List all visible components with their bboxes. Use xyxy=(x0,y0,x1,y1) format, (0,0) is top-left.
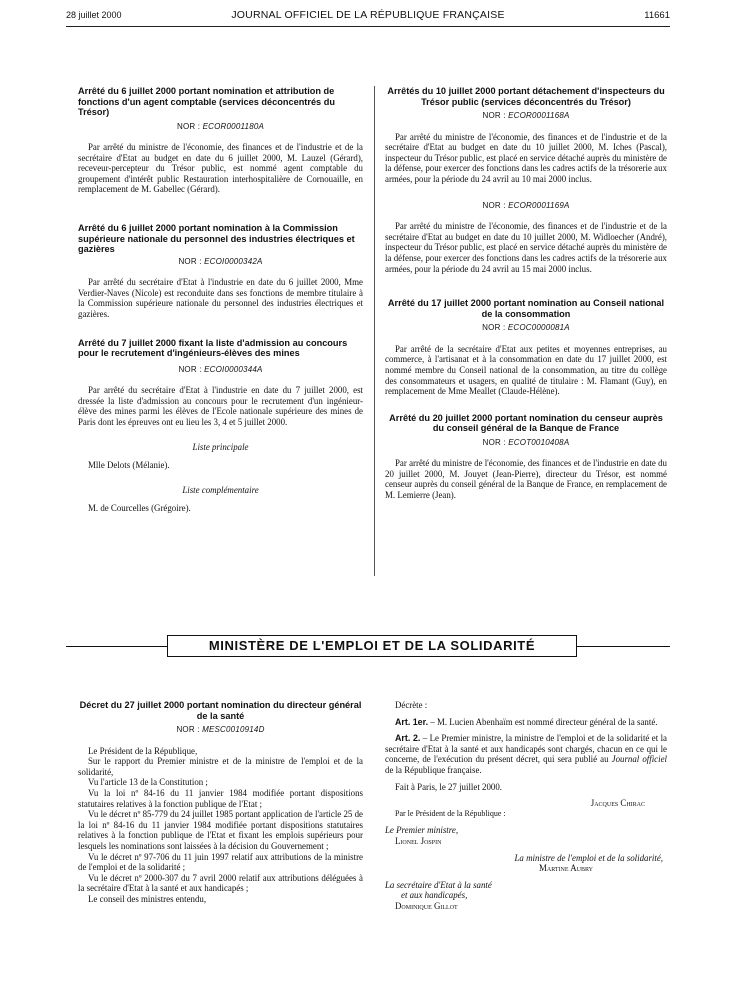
done-at: Fait à Paris, le 27 juillet 2000. xyxy=(395,781,502,792)
par-le-president: Par le Président de la République : xyxy=(395,808,506,818)
nor-line xyxy=(385,201,667,212)
nor-label: NOR : xyxy=(482,200,509,210)
nor-line xyxy=(385,323,667,334)
nor-code: MESC0010914D xyxy=(202,725,265,734)
premier-ministre-title: Le Premier ministre, xyxy=(385,825,459,836)
nor-line xyxy=(78,725,363,736)
list-main-label: Liste principale xyxy=(192,441,249,452)
arrete-title: Arrêté du 20 juillet 2000 portant nomination du censeur auprès du conseil général de la Banque de France xyxy=(389,412,663,434)
nor-code: ECOT0010408A xyxy=(508,437,570,447)
arrete-body: Par arrêté du secrétaire d'Etat à l'industrie en date du 6 juillet 2000, Mme Verdier-Naves (Nicole) est reconduite dans ses fonctions de membre titulaire à la Commission supérieure nationale du personnel des industries électriques et gazières. xyxy=(78,277,363,319)
arrete-title: Arrêté du 17 juillet 2000 portant nomination au Conseil national de la consommation xyxy=(387,298,665,319)
arrete-body: Par arrêté du secrétaire d'Etat à l'industrie en date du 7 juillet 2000, est dressée la liste d'admission au concours pour le recrutement d'un ingénieur-élève des mines parmi les élèves de l'Ecole nationale supérieure des mines de Paris dont les épreuves ont eu lieu les 3, 4 et 5 juillet 2000. xyxy=(78,385,363,427)
premier-ministre-name: Lionel Jospin xyxy=(395,835,442,846)
arrete-section xyxy=(78,338,363,514)
article-2 xyxy=(385,733,667,775)
article-1-label: Art. 1er. xyxy=(395,716,429,727)
article-1-text: – M. Lucien Abenhaïm est nommé directeur général de la santé. xyxy=(428,716,658,727)
nor-code: ECOR0001168A xyxy=(508,111,570,120)
nor-line xyxy=(78,122,363,133)
decree-line: Vu le décret nº 97-706 du 11 juin 1997 relatif aux attributions de la ministre de l'emploi et de la solidarité ; xyxy=(78,851,363,873)
secretaire-title: La secrétaire d'Etat à la santé xyxy=(385,879,492,890)
list-complementary-label: Liste complémentaire xyxy=(182,484,259,495)
decree-line: Vu la loi nº 84-16 du 11 janvier 1984 modifiée portant dispositions statutaires relatives à la fonction publique de l'Etat ; xyxy=(78,787,363,809)
banner-rule-right xyxy=(577,646,670,647)
banner-rule-left xyxy=(66,646,167,647)
article-2-label: Art. 2. xyxy=(395,733,421,744)
arrete-section xyxy=(385,86,667,274)
nor-label: NOR : xyxy=(176,121,203,131)
nor-code: ECOC0000081A xyxy=(507,323,570,333)
nor-line xyxy=(385,111,667,122)
decree-right-column xyxy=(385,700,667,912)
secretaire-name: Dominique Gillot xyxy=(395,900,458,911)
signature-president: Jacques Chirac xyxy=(590,798,645,809)
decree-line: Vu le décret nº 85-779 du 24 juillet 1985 portant application de l'article 25 de la loi nº 84-16 du 11 janvier 1984 modifiée portant dispositions statutaires relatives à la fonction publique de l'Etat et fixant les emplois supérieurs pour lesquels les nominations sont laissées à la décision du Gouvernement ; xyxy=(78,809,363,851)
arrete-body: Par arrêté du ministre de l'économie, des finances et de l'industrie et de la secrétaire d'Etat au budget en date du 10 juillet 2000, M. Iches (Pascal), inspecteur du Trésor public, est placé en service détaché auprès du ministère de la défense, pour exercer des fonctions dans les cadres actifs de la trésorerie aux armées, pour la période du 24 avril au 10 mai 2000 inclus. xyxy=(385,131,667,184)
nor-code: ECOI0000344A xyxy=(204,364,263,374)
secretaire-title-2: et aux handicapés, xyxy=(401,890,468,901)
nor-label: NOR : xyxy=(176,725,203,734)
nor-code: ECOR0001180A xyxy=(202,121,265,131)
ministry-banner: MINISTÈRE DE L'EMPLOI ET DE LA SOLIDARITÉ xyxy=(167,635,577,657)
article-1 xyxy=(385,717,667,728)
page-header xyxy=(66,6,670,27)
list-main-name: Mlle Delots (Mélanie). xyxy=(88,460,170,471)
nor-code: ECOR0001169A xyxy=(508,200,570,210)
arrete-title: Arrêté du 6 juillet 2000 portant nomination et attribution de fonctions d'un agent comptable (services déconcentrés du Trésor) xyxy=(78,86,335,117)
arrete-body: Par arrêté du ministre de l'économie, des finances et de l'industrie et de la secrétaire d'Etat au budget en date du 10 juillet 2000, M. Widloecher (André), inspecteur du Trésor public, est placé en service détaché auprès du ministère de la défense, pour exercer des fonctions dans les cadres actifs de la trésorerie aux armées, pour la période du 24 avril au 15 mai 2000 inclus. xyxy=(385,221,667,274)
arrete-title: Arrêtés du 10 juillet 2000 portant détachement d'inspecteurs du Trésor public (services déconcentrés du Trésor) xyxy=(387,86,665,107)
decree-line: Vu l'article 13 de la Constitution ; xyxy=(88,777,208,788)
nor-label: NOR : xyxy=(482,323,508,333)
nor-label: NOR : xyxy=(482,111,509,120)
left-column-top xyxy=(78,86,363,530)
nor-label: NOR : xyxy=(178,364,205,374)
journal-title: JOURNAL OFFICIEL DE LA RÉPUBLIQUE FRANÇAISE xyxy=(231,9,505,21)
arrete-section xyxy=(78,86,363,195)
page-number: 11661 xyxy=(644,10,670,21)
ministre-title: La ministre de l'emploi et de la solidarité, xyxy=(514,852,663,863)
nor-line xyxy=(78,365,363,376)
arrete-body: Par arrêté du ministre de l'économie, des finances et de l'industrie en date du 20 juillet 2000, M. Jouyet (Jean-Pierre), directeur du Trésor, est nommé censeur auprès du conseil général de la Banque de France, en remplacement de M. Lemierre (Jean). xyxy=(385,458,667,501)
article-2-text-end: de la République française. xyxy=(385,764,482,775)
decrete-line: Décrète : xyxy=(395,700,428,710)
arrete-section xyxy=(385,298,667,397)
nor-label: NOR : xyxy=(178,256,205,266)
decree-line: Le Président de la République, xyxy=(88,745,198,756)
nor-label: NOR : xyxy=(482,437,509,447)
decree-left-column xyxy=(78,700,363,905)
arrete-title: Arrêté du 7 juillet 2000 fixant la liste d'admission au concours pour le recrutement d'ingénieurs-élèves des mines xyxy=(78,337,348,359)
header-date: 28 juillet 2000 xyxy=(66,10,122,20)
nor-line xyxy=(385,438,667,449)
arrete-section xyxy=(385,413,667,501)
arrete-section xyxy=(78,223,363,319)
nor-code: ECOI0000342A xyxy=(204,256,263,266)
decree-line: Le conseil des ministres entendu, xyxy=(88,893,207,904)
journal-officiel: Journal officiel xyxy=(611,754,667,765)
decree-line: Vu le décret nº 2000-307 du 7 avril 2000 relatif aux attributions déléguées à la secrétaire d'Etat à la santé et aux handicapés ; xyxy=(78,872,363,894)
arrete-title: Arrêté du 6 juillet 2000 portant nomination à la Commission supérieure nationale du personnel des industries électriques et gazières xyxy=(78,223,355,255)
right-column-top xyxy=(385,86,667,517)
list-complementary-name: M. de Courcelles (Grégoire). xyxy=(88,503,191,514)
column-divider xyxy=(374,86,375,576)
nor-line xyxy=(78,257,363,268)
ministre-name: Martine Aubry xyxy=(538,863,593,874)
decree-line: Sur le rapport du Premier ministre et de la ministre de l'emploi et de la solidarité, xyxy=(78,756,363,777)
decree-title: Décret du 27 juillet 2000 portant nomination du directeur général de la santé xyxy=(79,700,362,721)
article-2-text: – Le Premier ministre, la ministre de l'emploi et de la solidarité et la secrétaire d'Etat à la santé et aux handicapés sont chargés, chacun en ce qui le concerne, de l'exécution du présent décret, qui sera publié au xyxy=(385,733,667,765)
arrete-body: Par arrêté du ministre de l'économie, des finances et de l'industrie et de la secrétaire d'Etat au budget en date du 6 juillet 2000, M. Lauzel (Gérard), receveur-percepteur du Trésor public, est nommé agent comptable du groupement d'intérêt public Restauration interhospitalière de Cornouaille, en remplacement de M. Gabellec (Gérard). xyxy=(78,142,363,195)
arrete-body: Par arrêté de la secrétaire d'Etat aux petites et moyennes entreprises, au commerce, à l'artisanat et à la consommation en date du 17 juillet 2000, est nommé membre du Conseil national de la consommation, au titre du collège des consommateurs et usagers, en qualité de titulaire : M. Flamant (Guy), en remplacement de Mme Meallet (Claude-Hélène). xyxy=(385,343,667,397)
